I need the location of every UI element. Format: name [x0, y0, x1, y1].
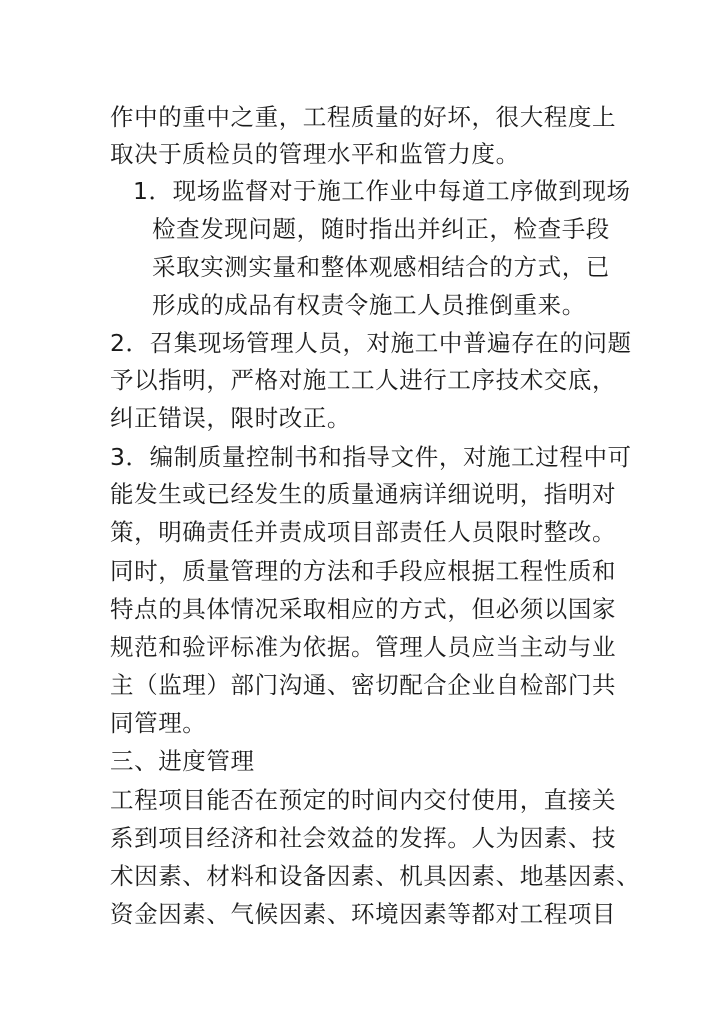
paragraph-line: 资金因素、气候因素、环境因素等都对工程项目 — [110, 900, 617, 928]
list-item-3-line: 能发生或已经发生的质量通病详细说明，指明对 — [110, 480, 617, 508]
paragraph-line: 同时，质量管理的方法和手段应根据工程性质和 — [110, 557, 617, 585]
list-item-2-line: 纠正错误，限时改正。 — [110, 404, 351, 432]
paragraph-line: 主（监理）部门沟通、密切配合企业自检部门共 — [110, 671, 617, 699]
list-item-1-line: 1．现场监督对于施工作业中每道工序做到现场 — [133, 177, 631, 205]
paragraph-line: 特点的具体情况采取相应的方式，但必须以国家 — [110, 595, 617, 623]
paragraph-line: 工程项目能否在预定的时间内交付使用，直接关 — [110, 786, 617, 814]
text-line: 作中的重中之重，工程质量的好坏，很大程度上 — [110, 103, 617, 131]
list-item-3-line: 策，明确责任并责成项目部责任人员限时整改。 — [110, 518, 617, 546]
paragraph-line: 同管理。 — [110, 709, 207, 737]
section-heading: 三、进度管理 — [110, 747, 255, 775]
list-item-2-line: 2．召集现场管理人员，对施工中普遍存在的问题 — [110, 329, 632, 357]
paragraph-line: 规范和验评标准为依据。管理人员应当主动与业 — [110, 633, 617, 661]
list-item-1-line: 检查发现问题，随时指出并纠正，检查手段 — [152, 215, 610, 243]
text-line: 取决于质检员的管理水平和监管力度。 — [110, 140, 520, 168]
list-item-2-line: 予以指明，严格对施工工人进行工序技术交底， — [110, 366, 617, 394]
list-item-1-line: 形成的成品有权责令施工人员推倒重来。 — [152, 291, 586, 319]
paragraph-line: 术因素、材料和设备因素、机具因素、地基因素、 — [110, 862, 641, 890]
list-item-1-line: 采取实测实量和整体观感相结合的方式，已 — [152, 253, 610, 281]
list-item-3-line: 3．编制质量控制书和指导文件，对施工过程中可 — [110, 443, 632, 471]
paragraph-line: 系到项目经济和社会效益的发挥。人为因素、技 — [110, 824, 617, 852]
